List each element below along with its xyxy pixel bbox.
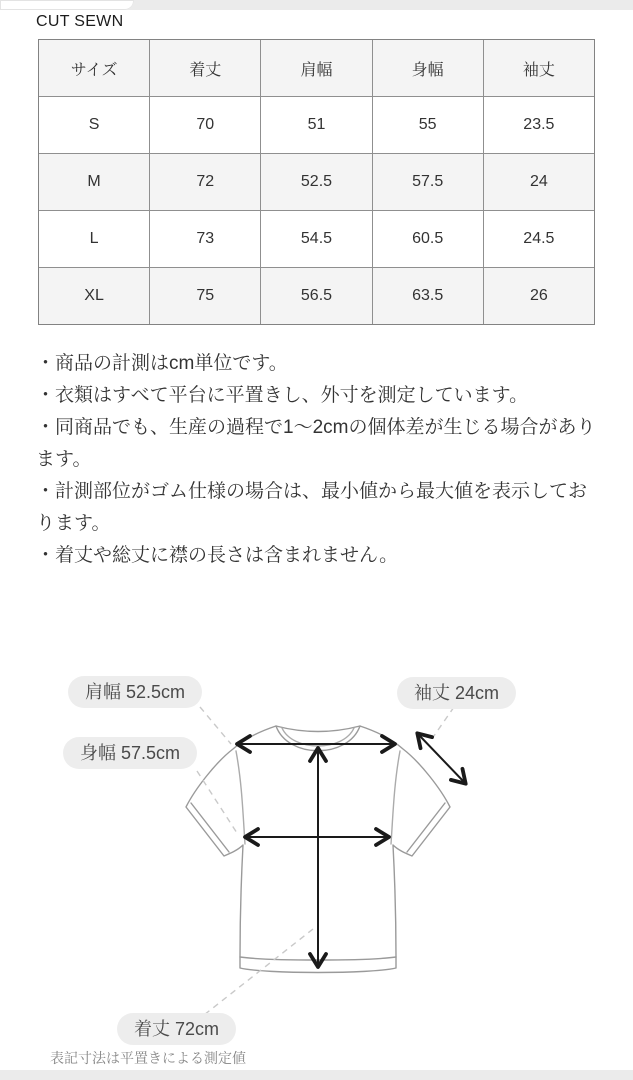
table-cell: 63.5 — [372, 268, 483, 325]
previous-sheet-corner — [0, 0, 134, 10]
note-item: ・商品の計測はcm単位です。 — [36, 353, 288, 374]
column-header-sleeve: 袖丈 — [483, 40, 594, 97]
page-top-strip — [0, 0, 633, 10]
table-cell: M — [39, 154, 150, 211]
note-item: ・計測部位がゴム仕様の場合は、最小値から最大値を表示しております。 — [36, 481, 588, 534]
table-cell: 75 — [150, 268, 261, 325]
diagram-caption: 表記寸法は平置きによる測定値 — [50, 1050, 246, 1066]
shoulder-leader-line — [200, 707, 231, 744]
table-cell: 70 — [150, 97, 261, 154]
table-row-s — [39, 97, 595, 154]
table-row-xl — [39, 268, 595, 325]
table-cell: 54.5 — [261, 211, 372, 268]
column-header-shoulder: 肩幅 — [261, 40, 372, 97]
table-cell: 26 — [483, 268, 594, 325]
page-title: CUT SEWN — [36, 13, 124, 30]
sleeve-leader-line — [429, 707, 454, 743]
page-bottom-strip — [0, 1070, 633, 1080]
shoulder-width-label: 肩幅 52.5cm — [68, 676, 202, 708]
table-row-l — [39, 211, 595, 268]
garment-length-label: 着丈 72cm — [117, 1013, 236, 1045]
tshirt-diagram-canvas — [0, 650, 633, 1080]
note-item: ・同商品でも、生産の過程で1〜2cmの個体差が生じる場合があります。 — [36, 417, 596, 470]
size-table-header-row — [39, 40, 595, 97]
table-cell: 51 — [261, 97, 372, 154]
table-cell: 60.5 — [372, 211, 483, 268]
note-item: ・着丈や総丈に襟の長さは含まれません。 — [36, 545, 399, 566]
body-width-label: 身幅 57.5cm — [63, 737, 197, 769]
table-cell: 56.5 — [261, 268, 372, 325]
tshirt-measurement-diagram — [0, 650, 633, 1080]
table-cell: 72 — [150, 154, 261, 211]
column-header-length: 着丈 — [150, 40, 261, 97]
sleeve-length-label: 袖丈 24cm — [397, 677, 516, 709]
table-cell: 24 — [483, 154, 594, 211]
measurement-notes — [36, 348, 596, 572]
column-header-size: サイズ — [39, 40, 150, 97]
table-cell: 55 — [372, 97, 483, 154]
table-cell: XL — [39, 268, 150, 325]
column-header-bodywidth: 身幅 — [372, 40, 483, 97]
table-cell: S — [39, 97, 150, 154]
table-cell: 24.5 — [483, 211, 594, 268]
table-cell: 73 — [150, 211, 261, 268]
table-cell: L — [39, 211, 150, 268]
table-row-m — [39, 154, 595, 211]
table-cell: 52.5 — [261, 154, 372, 211]
note-item: ・衣類はすべて平台に平置きし、外寸を測定しています。 — [36, 385, 529, 406]
table-cell: 57.5 — [372, 154, 483, 211]
table-cell: 23.5 — [483, 97, 594, 154]
size-table — [38, 39, 595, 325]
